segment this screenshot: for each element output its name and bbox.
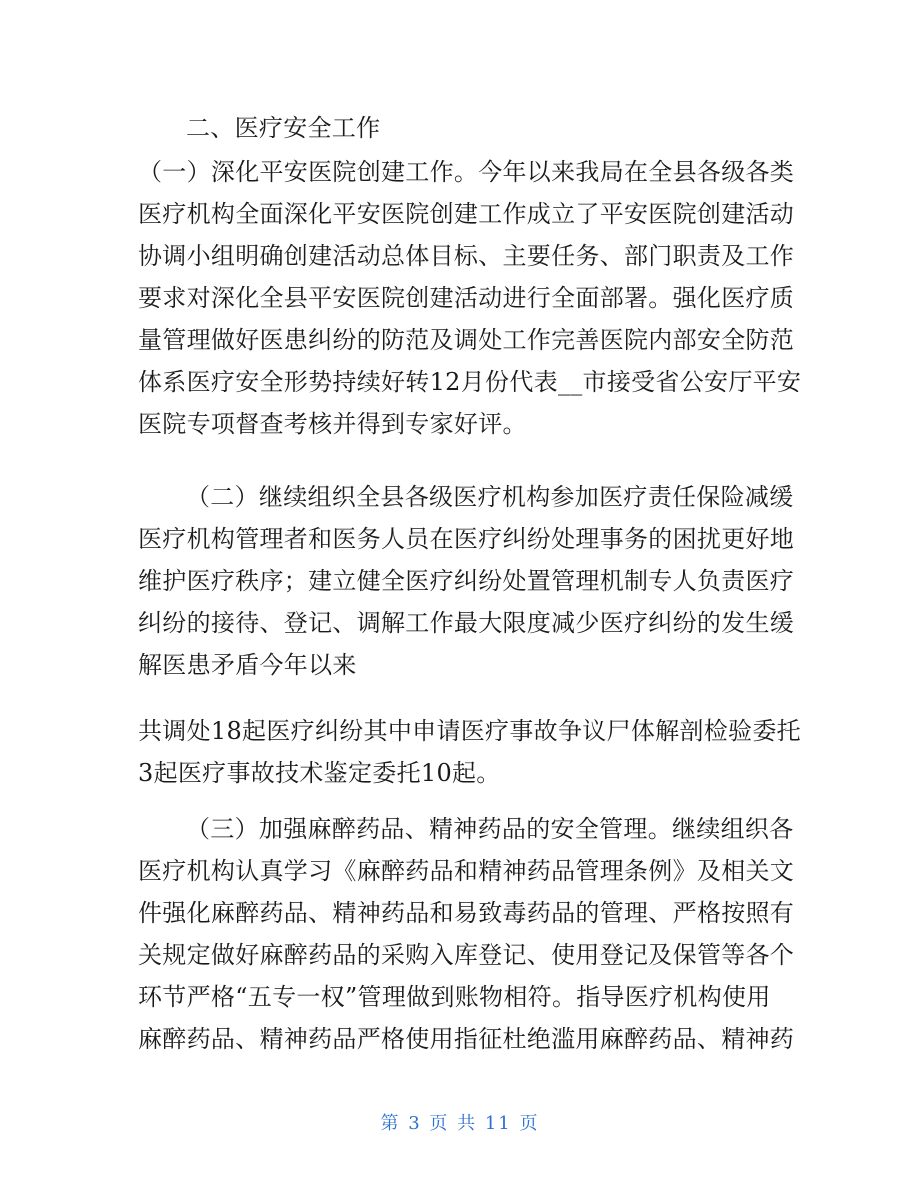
paragraph-line: 关规定做好麻醉药品的采购入库登记、使用登记及保管等各个 [138,941,795,969]
paragraph-line: 环节严格“五专一权”管理做到账物相符。指导医疗机构使用 [138,983,771,1011]
section-heading: 二、医疗安全工作 [186,114,381,142]
paragraph-line: 3起医疗事故技术鉴定委托10起。 [138,759,501,787]
paragraph-line: （二）继续组织全县各级医疗机构参加医疗责任保险减缓 [186,483,794,511]
paragraph-line: 麻醉药品、精神药品严格使用指征杜绝滥用麻醉药品、精神药 [138,1025,795,1053]
paragraph-line: （一）深化平安医院创建工作。今年以来我局在全县各级各类 [138,158,795,186]
paragraph-line: （三）加强麻醉药品、精神药品的安全管理。继续组织各 [186,815,794,843]
paragraph-line: 医疗机构认真学习《麻醉药品和精神药品管理条例》及相关文 [138,857,795,885]
page-number-footer: 第 3 页 共 11 页 [380,1113,540,1134]
paragraph-line: 医院专项督查考核并得到专家好评。 [138,410,527,438]
paragraph-line: 医疗机构全面深化平安医院创建工作成立了平安医院创建活动 [138,200,795,228]
paragraph-line: 件强化麻醉药品、精神药品和易致毒药品的管理、严格按照有 [138,899,795,927]
paragraph-line: 要求对深化全县平安医院创建活动进行全面部署。强化医疗质 [138,284,795,312]
paragraph-line: 量管理做好医患纠纷的防范及调处工作完善医院内部安全防范 [138,326,795,354]
paragraph-line: 体系医疗安全形势持续好转12月份代表__市接受省公安厅平安 [138,368,802,396]
paragraph-line: 协调小组明确创建活动总体目标、主要任务、部门职责及工作 [138,242,795,270]
paragraph-line: 纠纷的接待、登记、调解工作最大限度减少医疗纠纷的发生缓 [138,609,795,637]
paragraph-line: 解医患矛盾今年以来 [138,651,357,679]
paragraph-line: 共调处18起医疗纠纷其中申请医疗事故争议尸体解剖检验委托 [138,717,801,745]
paragraph-line: 医疗机构管理者和医务人员在医疗纠纷处理事务的困扰更好地 [138,525,795,553]
paragraph-line: 维护医疗秩序；建立健全医疗纠纷处置管理机制专人负责医疗 [138,567,795,595]
